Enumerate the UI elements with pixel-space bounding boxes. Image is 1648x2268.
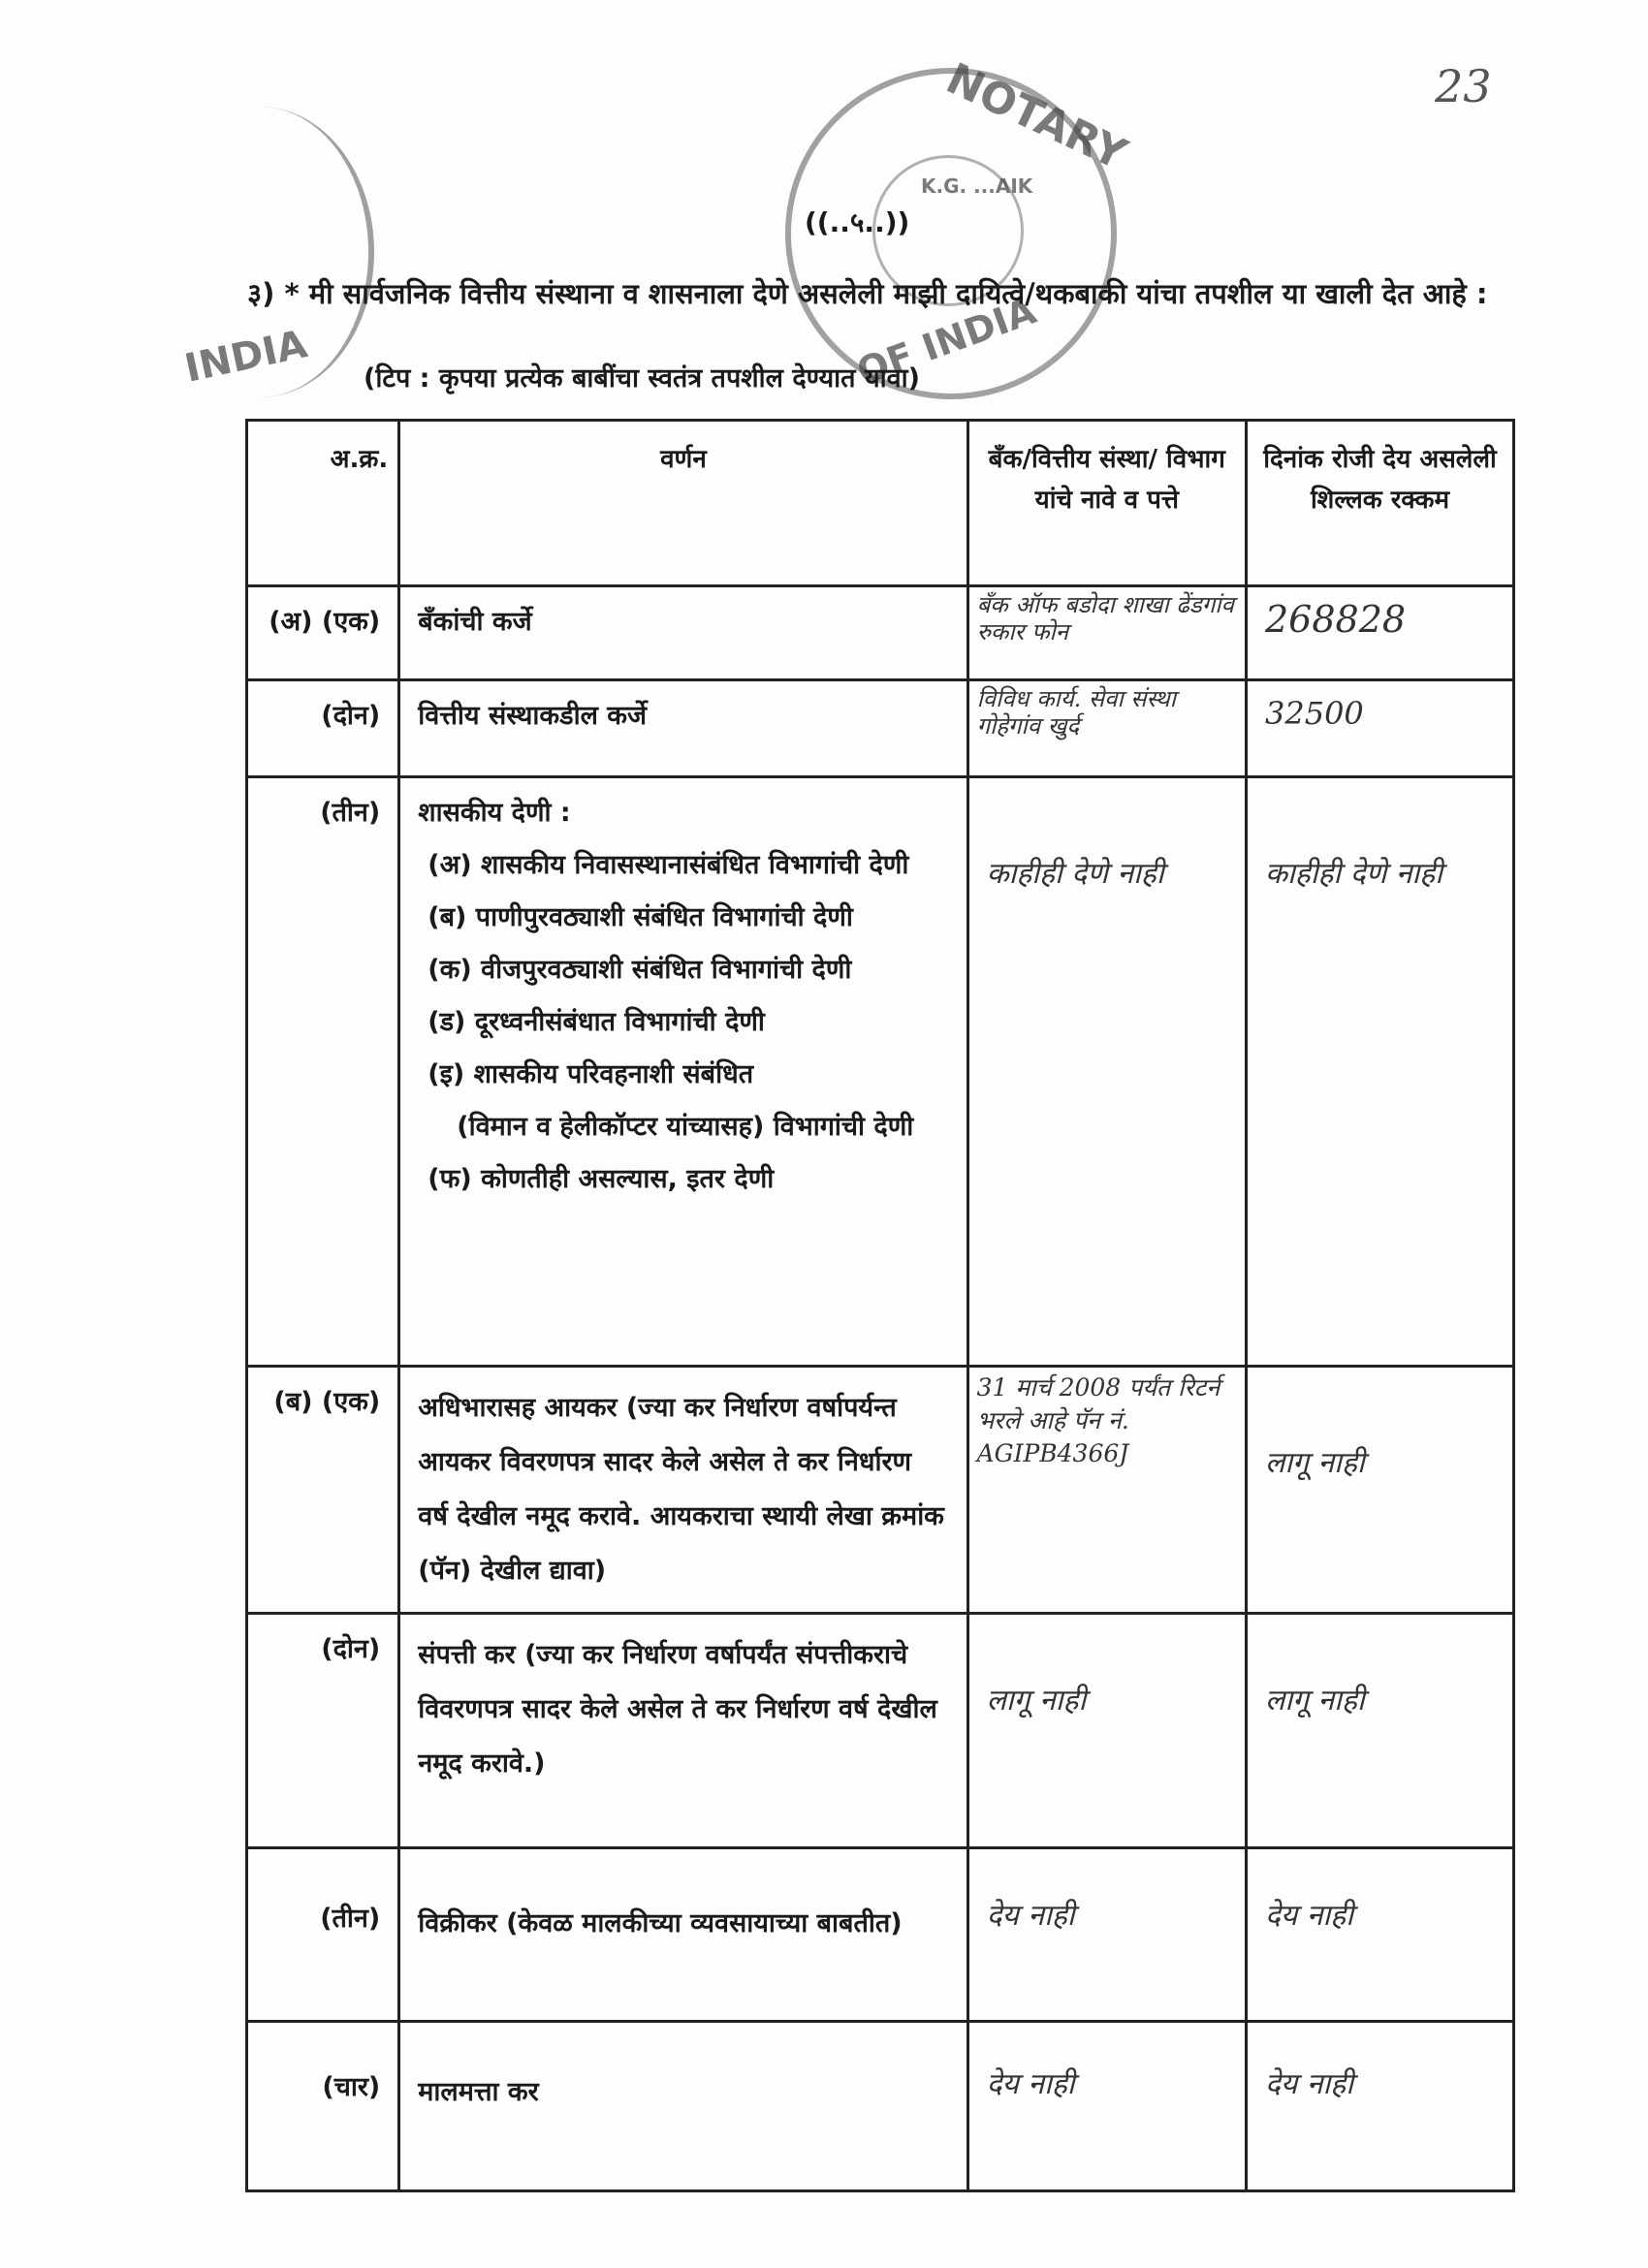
row-amount: काहीही देणे नाही bbox=[1246, 777, 1513, 1367]
row-description: संपत्ती कर (ज्या कर निर्धारण वर्षापर्यंत संपत्तीकराचे विवरणपत्र सादर केले असेल ते कर निर्धारण वर्ष देखील नमूद करावे.) bbox=[399, 1614, 967, 1848]
page-marker: ((..५..)) bbox=[805, 206, 910, 238]
row-amount: देय नाही bbox=[1246, 2022, 1513, 2191]
row-amount: लागू नाही bbox=[1246, 1367, 1513, 1614]
sub-item: (विमान व हेलीकॉप्टर यांच्यासह) विभागांची देणी bbox=[457, 1112, 914, 1142]
sub-item: (अ) शासकीय निवासस्थानासंबंधित विभागांची देणी bbox=[428, 850, 909, 880]
row-amount: 268828 bbox=[1246, 586, 1513, 680]
section-text: मी सार्वजनिक वित्तीय संस्थाना व शासनाला देणे असलेली माझी दायित्वे/थकबाकी यांचा तपशील या खाली देत आहे : bbox=[308, 277, 1488, 310]
row-amount: 32500 bbox=[1246, 680, 1513, 777]
stamp-left-text: INDIA bbox=[180, 322, 311, 392]
liabilities-table bbox=[245, 419, 1515, 2192]
star-icon: * bbox=[284, 277, 300, 310]
section-number: ३) bbox=[247, 277, 275, 310]
table-row bbox=[247, 1614, 1514, 1848]
table-row bbox=[247, 680, 1514, 777]
row-description: मालमत्ता कर bbox=[399, 2022, 967, 2191]
page-number: 23 bbox=[1435, 60, 1492, 112]
sub-item: (फ) कोणतीही असल्यास, इतर देणी bbox=[428, 1164, 775, 1194]
row-bank: बँक ऑफ बडोदा शाखा ढेंडगांव रुकार फोन bbox=[967, 586, 1246, 680]
row-serial: (दोन) bbox=[247, 1614, 399, 1848]
row-serial: (तीन) bbox=[247, 777, 399, 1367]
row-serial: (तीन) bbox=[247, 1848, 399, 2022]
table-header-row bbox=[247, 421, 1514, 586]
government-dues-title: शासकीय देणी : bbox=[418, 798, 571, 828]
table-row bbox=[247, 586, 1514, 680]
section-heading bbox=[247, 271, 1546, 316]
row-bank: देय नाही bbox=[967, 1848, 1246, 2022]
table-row bbox=[247, 1367, 1514, 1614]
row-serial: (ब) (एक) bbox=[247, 1367, 399, 1614]
row-description: विक्रीकर (केवळ मालकीच्या व्यवसायाच्या बाबतीत) bbox=[399, 1848, 967, 2022]
sub-item: (इ) शासकीय परिवहनाशी संबंधित bbox=[428, 1059, 754, 1089]
row-description: बँकांची कर्जे bbox=[399, 586, 967, 680]
table-row bbox=[247, 1848, 1514, 2022]
stamp-inner-text: K.G. ...AIK bbox=[921, 174, 1033, 198]
row-serial: (अ) (एक) bbox=[247, 586, 399, 680]
row-amount: देय नाही bbox=[1246, 1848, 1513, 2022]
header-serial: अ.क्र. bbox=[247, 421, 399, 586]
row-bank: लागू नाही bbox=[967, 1614, 1246, 1848]
row-bank: विविध कार्य. सेवा संस्था गोहेगांव खुर्द bbox=[967, 680, 1246, 777]
header-amount: दिनांक रोजी देय असलेली शिल्लक रक्कम bbox=[1246, 421, 1513, 586]
table-row bbox=[247, 2022, 1514, 2191]
header-bank: बँक/वित्तीय संस्था/ विभाग यांचे नावे व पत्ते bbox=[967, 421, 1246, 586]
sub-item: (ब) पाणीपुरवठ्याशी संबंधित विभागांची देणी bbox=[428, 902, 853, 932]
table-row bbox=[247, 777, 1514, 1367]
stamp-govt-text: OF INDIA bbox=[851, 289, 1042, 394]
row-description: अधिभारासह आयकर (ज्या कर निर्धारण वर्षापर्यन्त आयकर विवरणपत्र सादर केले असेल ते कर निर्धारण वर्ष देखील नमूद करावे. आयकराचा स्थायी लेखा क्रमांक (पॅन) देखील द्यावा) bbox=[399, 1367, 967, 1614]
section-note: (टिप : कृपया प्रत्येक बाबींचा स्वतंत्र तपशील देण्यात यावा) bbox=[364, 363, 920, 394]
row-bank: काहीही देणे नाही bbox=[967, 777, 1246, 1367]
row-bank: 31 मार्च 2008 पर्यंत रिटर्न भरले आहे पॅन नं. AGIPB4366J bbox=[967, 1367, 1246, 1614]
sub-item: (ड) दूरध्वनीसंबंधात विभागांची देणी bbox=[428, 1007, 765, 1037]
row-serial: (चार) bbox=[247, 2022, 399, 2191]
header-description: वर्णन bbox=[399, 421, 967, 586]
stamp-notary-text: NOTARY bbox=[938, 53, 1134, 180]
sub-item: (क) वीजपुरवठ्याशी संबंधित विभागांची देणी bbox=[428, 955, 852, 985]
row-description: वित्तीय संस्थाकडील कर्जे bbox=[399, 680, 967, 777]
row-amount: लागू नाही bbox=[1246, 1614, 1513, 1848]
row-bank: देय नाही bbox=[967, 2022, 1246, 2191]
row-description bbox=[399, 777, 967, 1367]
row-serial: (दोन) bbox=[247, 680, 399, 777]
